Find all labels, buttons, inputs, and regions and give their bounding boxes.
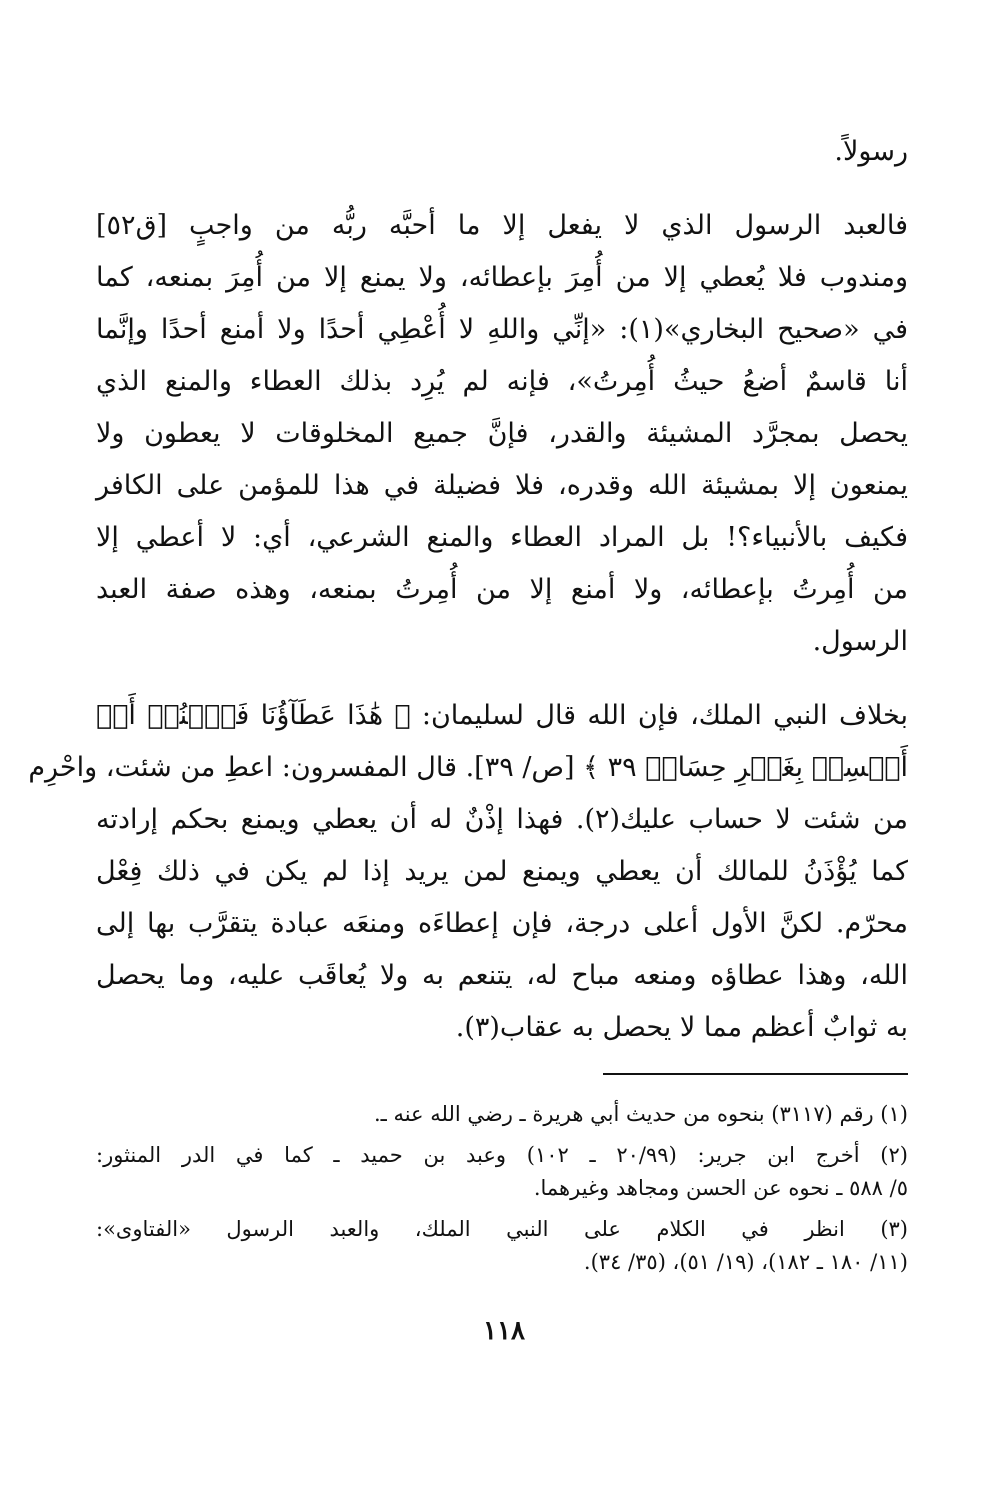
quran-line: بخلاف النبي الملك، فإن الله قال لسليمان: ﴿ هَٰذَا عَطَآؤُنَا فَٱمۡنُنۡ أَوۡ — [96, 700, 908, 731]
footnotes — [96, 1098, 908, 1279]
page-number: ١١٨ — [483, 1316, 525, 1346]
text-line: ومندوب فلا يُعطي إلا من أُمِرَ بإعطائه، ولا يمنع إلا من أُمِرَ بمنعه، كما — [96, 262, 908, 293]
text-line: الرسول. — [812, 626, 908, 657]
hadith-line: في «صحيح البخاري»(١): «إنِّي واللهِ لا أُعْطِي أحدًا ولا أمنع أحدًا وإنَّما — [96, 314, 908, 345]
text-line: يحصل بمجرَّد المشيئة والقدر، فإنَّ جميع المخلوقات لا يعطون ولا — [96, 418, 908, 449]
main-text — [28, 126, 908, 1054]
text-line: فكيف بالأنبياء؟! بل المراد العطاء والمنع الشرعي، أي: لا أعطي إلا — [96, 522, 908, 553]
hadith-line: أنا قاسمٌ أضعُ حيثُ أُمِرتُ»، فإنه لم يُرِد بذلك العطاء والمنع الذي — [96, 366, 908, 397]
text-line: رسولاً. — [834, 136, 908, 167]
footnote-2 — [96, 1139, 908, 1205]
text-line: الله، وهذا عطاؤه ومنعه مباح له، يتنعم به ولا يُعاقَب عليه، وما يحصل — [96, 960, 908, 991]
text-line: من أُمِرتُ بإعطائه، ولا أمنع إلا من أُمِرتُ بمنعه، وهذه صفة العبد — [96, 574, 908, 605]
paragraph-0 — [96, 126, 908, 178]
footnote-line: (٣) انظر في الكلام على النبي الملك، والعبد الرسول «الفتاوى»: — [96, 1217, 908, 1241]
paragraph-2 — [28, 690, 908, 1054]
text-line: به ثوابٌ أعظم مما لا يحصل به عقاب(٣). — [455, 1012, 908, 1043]
text-line: كما يُؤْذَنُ للمالك أن يعطي ويمنع لمن يريد إذا لم يكن في ذلك فِعْل — [96, 856, 908, 887]
footnote-3 — [96, 1213, 908, 1279]
text-line: يمنعون إلا بمشيئة الله وقدره، فلا فضيلة في هذا للمؤمن على الكافر — [96, 470, 908, 501]
footnote-line: (١١/ ١٨٠ ـ ١٨٢)، (١٩/ ٥١)، (٣٥/ ٣٤). — [583, 1250, 908, 1274]
paragraph-1 — [96, 200, 908, 668]
footnote-separator — [603, 1073, 908, 1075]
footnote-line: (١) رقم (٣١١٧) بنحوه من حديث أبي هريرة ـ رضي الله عنه ـ. — [373, 1102, 908, 1126]
footnote-1 — [96, 1098, 908, 1131]
text-line: محرّم. لكنَّ الأول أعلى درجة، فإن إعطاءَه ومنعَه عبادة يتقرَّب بها إلى — [96, 908, 908, 939]
footnote-line: (٢) أخرج ابن جرير: (٢٠/٩٩ ـ ١٠٢) وعبد بن حميد ـ كما في الدر المنثور: — [96, 1143, 908, 1167]
quran-line: أَمۡسِكۡ بِغَيۡرِ حِسَابٖ ٣٩ ﴾ [ص/ ٣٩]. قال المفسرون: اعطِ من شئت، واحْرِم — [28, 752, 908, 783]
text-line: فالعبد الرسول الذي لا يفعل إلا ما أحبَّه ربُّه من واجبٍ [ق٥٢] — [96, 210, 908, 241]
text-line: من شئت لا حساب عليك(٢). فهذا إذْنٌ له أن يعطي ويمنع بحكم إرادته — [96, 804, 908, 835]
footnote-line: ٥/ ٥٨٨ ـ نحوه عن الحسن ومجاهد وغيرهما. — [533, 1176, 908, 1200]
